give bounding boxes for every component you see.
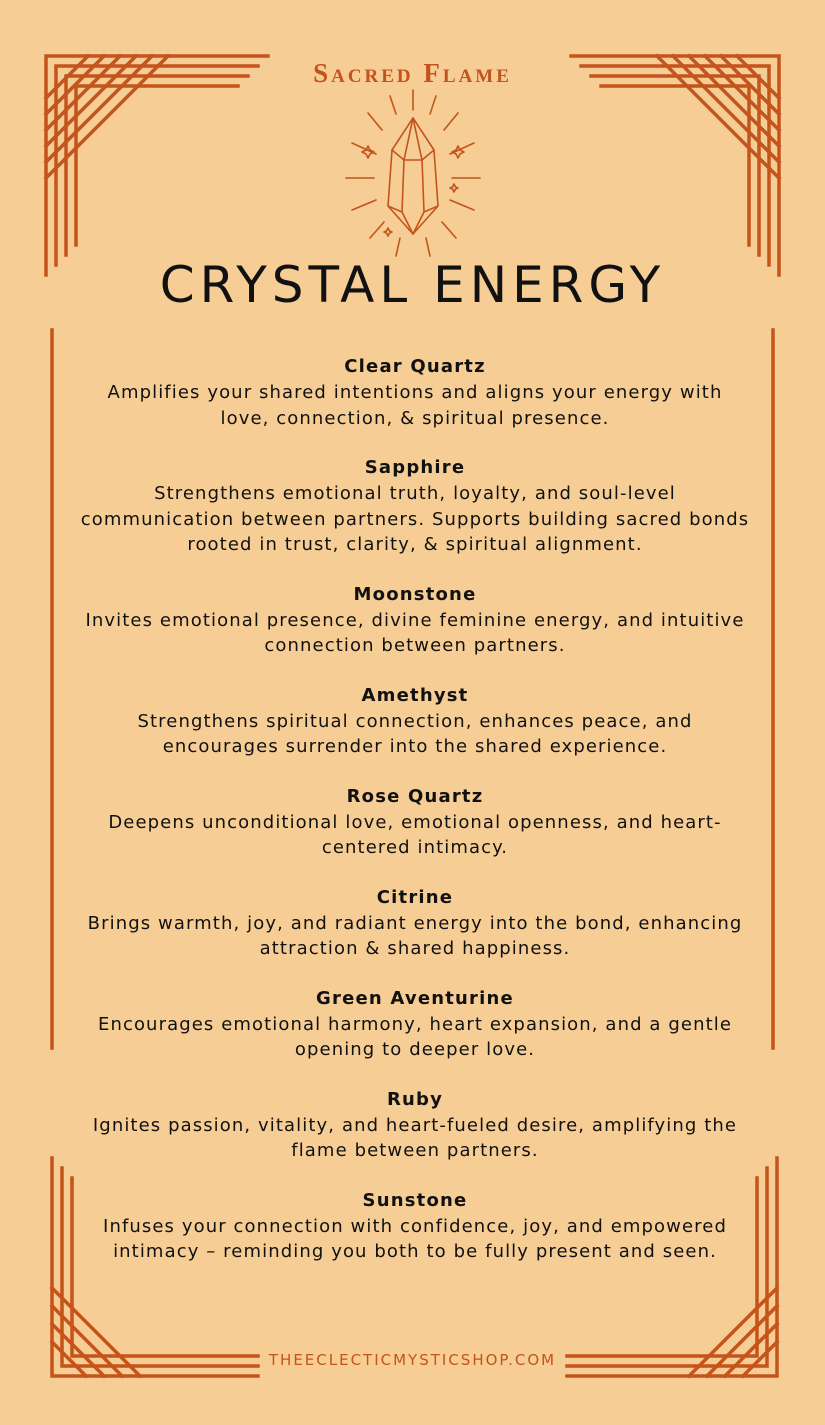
crystal-entry-amethyst xyxy=(80,683,750,760)
crystal-name: Sapphire xyxy=(364,457,466,478)
crystal-description: Encourages emotional harmony, heart expansion, and a gentle opening to deeper love. xyxy=(97,1013,733,1060)
crystal-description: Deepens unconditional love, emotional openness, and heart-centered intimacy. xyxy=(108,811,722,858)
crystal-icon xyxy=(338,88,488,263)
crystal-description: Brings warmth, joy, and radiant energy into the bond, enhancing attraction & shared happiness. xyxy=(87,912,743,959)
crystal-name: Citrine xyxy=(376,886,454,908)
crystal-entry-sunstone xyxy=(80,1188,750,1265)
crystal-name: Clear Quartz xyxy=(344,356,486,377)
crystal-name: Sunstone xyxy=(362,1189,468,1211)
crystal-entry-moonstone xyxy=(80,582,750,659)
page-title: CRYSTAL ENERGY xyxy=(159,256,666,314)
crystal-description: Strengthens spiritual connection, enhances peace, and encourages surrender into the shared experience. xyxy=(137,710,693,757)
crystal-name: Rose Quartz xyxy=(346,785,484,807)
crystal-description: Ignites passion, vitality, and heart-fueled desire, amplifying the flame between partners. xyxy=(92,1114,738,1161)
crystal-description: Amplifies your shared intentions and aligns your energy with love, connection, & spiritual presence. xyxy=(107,382,723,429)
crystal-entry-clear-quartz xyxy=(80,354,750,431)
crystal-name: Moonstone xyxy=(353,583,477,605)
crystal-entry-citrine xyxy=(80,885,750,962)
crystal-entry-rose-quartz xyxy=(80,784,750,861)
crystal-entry-ruby xyxy=(80,1087,750,1164)
brand-name: Sacred Flame xyxy=(313,58,512,88)
crystal-name: Amethyst xyxy=(361,684,469,706)
crystal-list xyxy=(80,354,750,1289)
crystal-description: Invites emotional presence, divine feminine energy, and intuitive connection between partners. xyxy=(85,609,745,656)
crystal-name: Ruby xyxy=(386,1088,444,1110)
crystal-description: Strengthens emotional truth, loyalty, and soul-level communication between partners. Supports building sacred bonds rooted in trust, clarity, & spiritual alignment. xyxy=(80,483,750,555)
website-url: THEECLECTICMYSTICSHOP.COM xyxy=(268,1351,557,1369)
crystal-name: Green Aventurine xyxy=(316,987,514,1009)
crystal-entry-sapphire xyxy=(80,455,750,558)
crystal-entry-green-aventurine xyxy=(80,986,750,1063)
crystal-description: Infuses your connection with confidence, joy, and empowered intimacy – reminding you both to be fully present and seen. xyxy=(103,1215,727,1262)
